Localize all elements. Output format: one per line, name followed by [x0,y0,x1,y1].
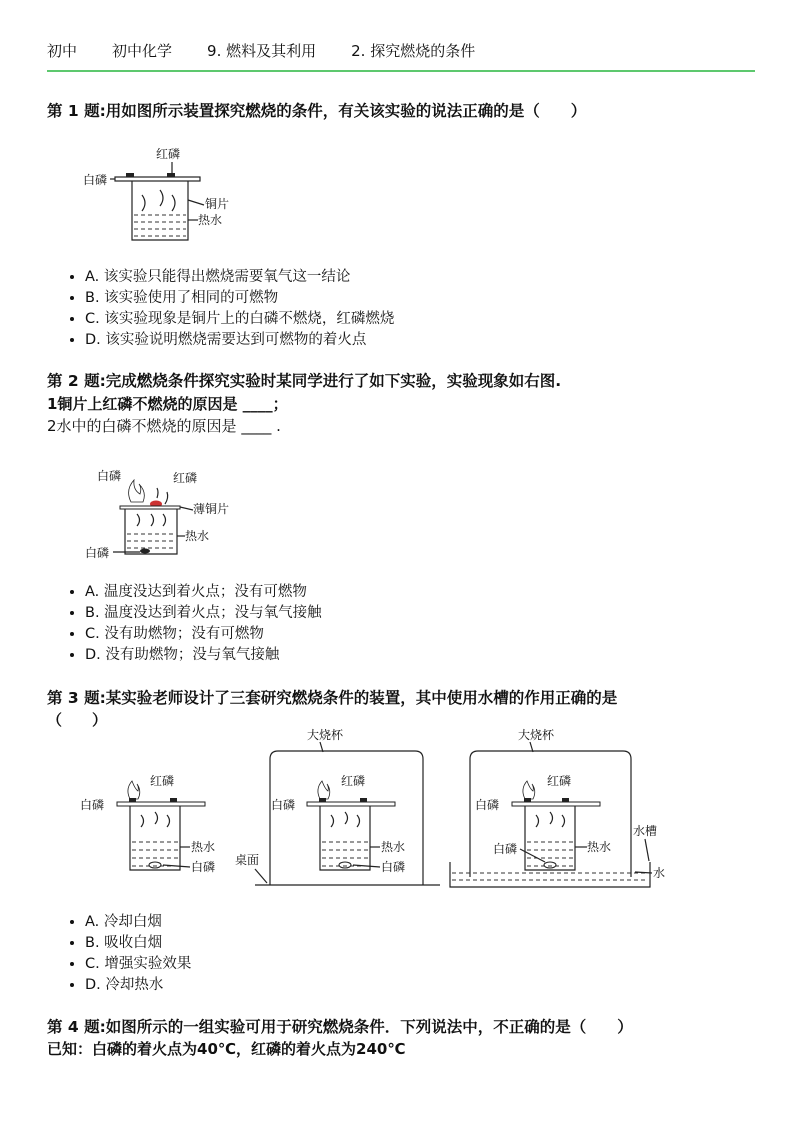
figure-label-hot-water: 热水 [185,529,210,543]
figure-label-red-p: 红磷 [150,774,175,788]
breadcrumb-item[interactable]: 9. 燃料及其利用 [207,42,317,60]
figure-label-red-p: 红磷 [156,147,181,161]
option-d[interactable]: • D. 该实验说明燃烧需要达到可燃物的着火点 [85,330,394,351]
question-1-title: 第 1 题:用如图所示装置探究燃烧的条件，有关该实验的说法正确的是（ ） [47,102,587,120]
option-a[interactable]: • A. 温度没达到着火点；没有可燃物 [85,582,322,603]
option-a[interactable]: • A. 冷却白烟 [85,912,191,933]
figure-label-hot-water: 热水 [381,840,406,854]
question-1-figure [80,140,240,250]
option-c[interactable]: • C. 该实验现象是铜片上的白磷不燃烧，红磷燃烧 [85,309,394,330]
figure-label-red-p: 红磷 [173,471,198,485]
figure-label-table: 桌面 [235,853,260,867]
figure-label-trough: 水槽 [633,824,658,838]
question-1-options [65,267,394,351]
option-c[interactable]: • C. 没有助燃物；没有可燃物 [85,624,322,645]
figure-label-white-p: 白磷 [271,798,296,812]
figure-label-big-beaker: 大烧杯 [518,728,555,742]
figure-label-water: 水 [653,866,666,880]
figure-label-hot-water: 热水 [198,213,223,227]
option-b[interactable]: • B. 吸收白烟 [85,933,191,954]
question-3-options [65,912,191,996]
figure-label-hot-water: 热水 [587,840,612,854]
question-3-title-2: （ ） [47,711,108,729]
question-2-options [65,582,322,666]
question-3-title: 第 3 题:某实验老师设计了三套研究燃烧条件的装置，其中使用水槽的作用正确的是 [47,689,618,707]
figure-label-copper: 铜片 [205,197,230,211]
option-d[interactable]: • D. 冷却热水 [85,975,191,996]
figure-label-copper: 薄铜片 [193,502,230,516]
figure-label-white-p-bottom: 白磷 [85,546,110,560]
breadcrumb-item[interactable]: 初中 [47,42,78,60]
option-a[interactable]: • A. 该实验只能得出燃烧需要氧气这一结论 [85,267,394,288]
figure-label-big-beaker: 大烧杯 [307,728,344,742]
header-divider [47,70,755,72]
breadcrumb [47,40,510,61]
option-b[interactable]: • B. 温度没达到着火点；没与氧气接触 [85,603,322,624]
question-2-line-2: 2水中的白磷不燃烧的原因是 ____ . [47,417,281,435]
figure-label-white-p: 白磷 [83,173,108,187]
option-d[interactable]: • D. 没有助燃物；没与氧气接触 [85,645,322,666]
question-2-line-1: 1铜片上红磷不燃烧的原因是 ____； [47,395,288,413]
figure-label-red-p: 红磷 [341,774,366,788]
figure-label-white-p: 白磷 [381,860,406,874]
option-b[interactable]: • B. 该实验使用了相同的可燃物 [85,288,394,309]
figure-label-white-p: 白磷 [191,860,216,874]
question-3-figure [75,727,675,897]
breadcrumb-item[interactable]: 2. 探究燃烧的条件 [351,42,476,60]
question-2-figure [85,462,245,562]
question-2-title: 第 2 题:完成燃烧条件探究实验时某同学进行了如下实验，实验现象如右图. [47,372,562,390]
figure-label-hot-water: 热水 [191,840,216,854]
figure-label-white-p: 白磷 [493,842,518,856]
figure-label-white-p: 白磷 [475,798,500,812]
question-4-line-1: 已知：白磷的着火点为40℃，红磷的着火点为240℃ [47,1040,406,1058]
figure-label-red-p: 红磷 [547,774,572,788]
breadcrumb-item[interactable]: 初中化学 [112,42,173,60]
option-c[interactable]: • C. 增强实验效果 [85,954,191,975]
question-4-title: 第 4 题:如图所示的一组实验可用于研究燃烧条件．下列说法中，不正确的是（ ） [47,1018,633,1036]
figure-label-white-p: 白磷 [80,798,105,812]
figure-label-white-p: 白磷 [97,469,122,483]
